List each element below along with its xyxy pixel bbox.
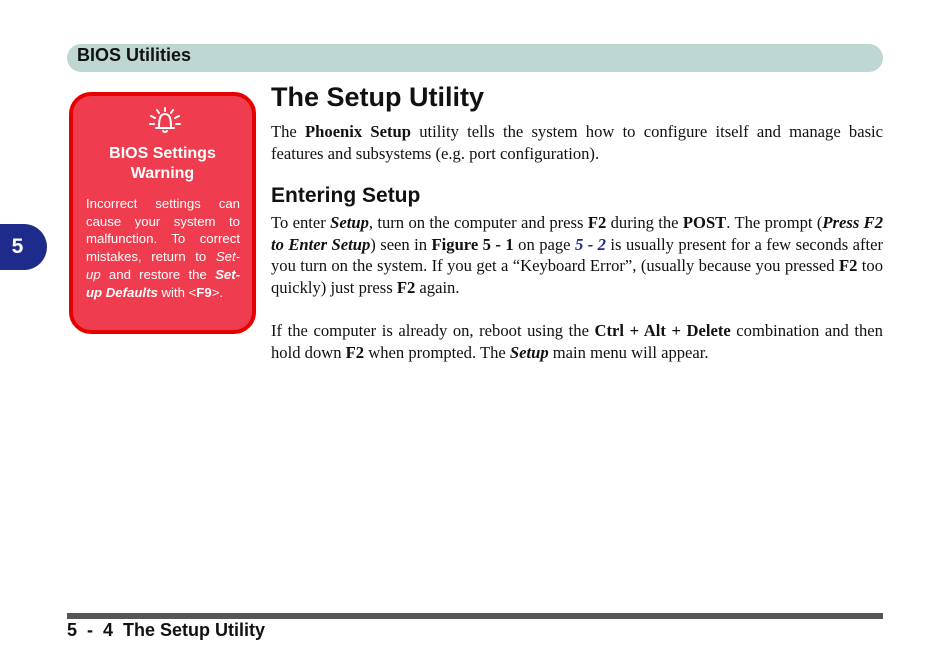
warning-text: mistakes, return to <box>86 249 216 265</box>
post-term: POST <box>682 213 727 232</box>
page-link[interactable]: 5 - 2 <box>574 234 606 254</box>
warning-body <box>86 195 240 301</box>
f2-key: F2 <box>396 278 416 298</box>
warning-line <box>86 248 240 266</box>
warning-line: malfunction. To correct <box>86 231 240 247</box>
text: . The prompt ( <box>726 213 823 232</box>
warning-line <box>86 266 240 284</box>
text: is usually present for a few seconds after you turn on the system. If you get a “Keyboard Error”, (usually because you pressed <box>271 234 883 276</box>
text: on page <box>513 234 575 254</box>
entering-setup-paragraph <box>271 212 883 299</box>
warning-title-line: BIOS Settings <box>109 145 216 162</box>
setup-defaults-term: up Defaults <box>86 284 158 300</box>
footer-page-label: 5 - 4 The Setup Utility <box>67 620 266 640</box>
text: combination and then hold down <box>271 321 883 362</box>
figure-reference: Figure 5 - 1 <box>431 234 514 254</box>
text: utility tells the system how to configure itself and manage basic features and subsystems (e.g. port configuration). <box>271 122 883 163</box>
page-title: The Setup Utility <box>271 82 485 112</box>
warning-text: with < <box>157 284 197 300</box>
warning-text: >. <box>211 284 224 300</box>
footer-rule <box>67 613 883 619</box>
prompt-text: Press F2 to Enter Setup <box>271 213 884 254</box>
text: , turn on the computer and press <box>368 213 588 232</box>
text: If the computer is already on, reboot using the <box>271 321 595 340</box>
setup-term: Setup <box>509 342 549 362</box>
text: The <box>271 122 306 141</box>
intro-paragraph <box>271 121 883 164</box>
warning-line: Incorrect settings can <box>86 196 240 211</box>
warning-title-line: Warning <box>130 165 195 182</box>
warning-box <box>69 92 256 334</box>
chapter-tab: 5 <box>0 224 47 270</box>
text: too quickly) just press <box>271 256 883 298</box>
setup-defaults-term: Set- <box>215 266 240 282</box>
setup-term: Set- <box>215 249 240 265</box>
alarm-bell-icon <box>148 107 182 135</box>
header-title: BIOS Utilities <box>77 45 192 65</box>
text: ) seen in <box>370 234 432 254</box>
text: again. <box>415 278 460 298</box>
setup-term: Setup <box>330 213 369 232</box>
section-heading: Entering Setup <box>271 184 421 207</box>
text: when prompted. The <box>364 342 510 362</box>
reboot-paragraph <box>271 320 883 363</box>
warning-text: and restore the <box>100 266 216 282</box>
phoenix-setup-term: Phoenix Setup <box>305 122 411 141</box>
f2-key: F2 <box>345 342 365 362</box>
warning-line <box>86 284 240 302</box>
setup-term: up <box>86 266 101 282</box>
text: during the <box>606 213 683 232</box>
text: main menu will appear. <box>548 342 709 362</box>
warning-line: cause your system to <box>86 213 240 229</box>
f9-key: F9 <box>196 284 212 300</box>
ctrl-alt-delete-keys: Ctrl + Alt + Delete <box>594 321 731 340</box>
f2-key: F2 <box>587 213 607 232</box>
warning-title <box>73 144 252 184</box>
text: To enter <box>271 213 331 232</box>
f2-key: F2 <box>838 256 858 276</box>
